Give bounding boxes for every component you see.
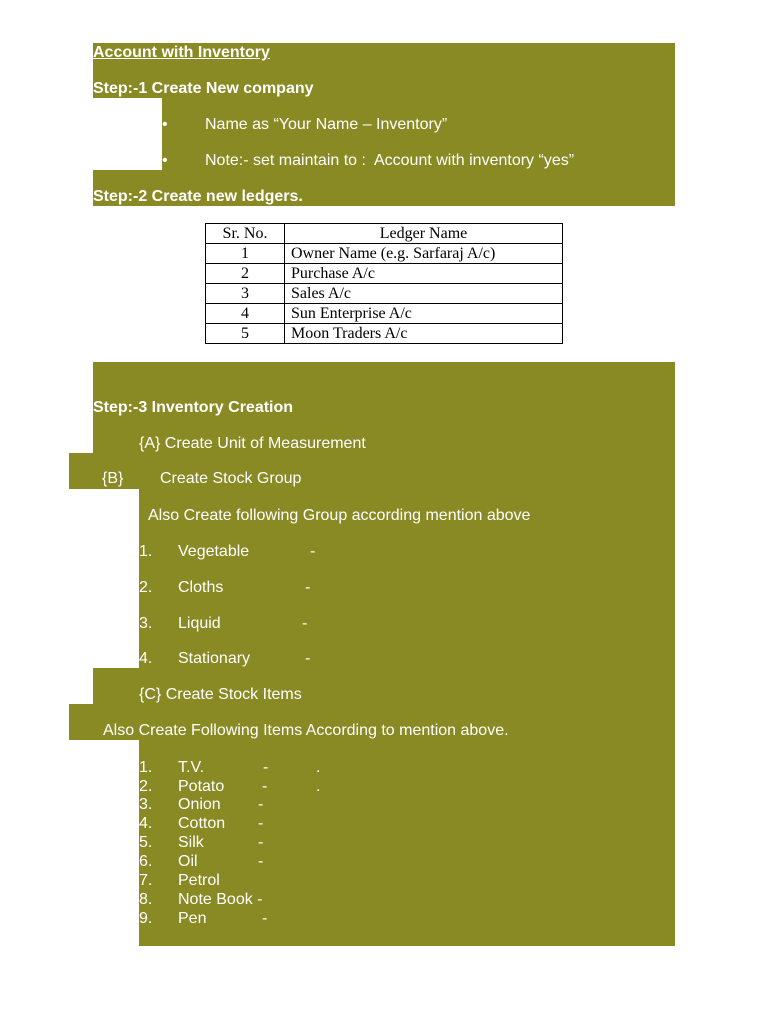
group-dash: - bbox=[305, 579, 311, 596]
item-number: 1. bbox=[139, 759, 153, 776]
table-row bbox=[206, 264, 563, 284]
table-cell: 2 bbox=[206, 264, 285, 284]
item-name: T.V. bbox=[178, 759, 205, 776]
item-name: Silk bbox=[178, 834, 204, 851]
table-cell: 5 bbox=[206, 324, 285, 344]
bullet-icon: • bbox=[162, 116, 168, 133]
item-name: Note Book - bbox=[178, 891, 263, 908]
substep-b-text: Create Stock Group bbox=[160, 470, 302, 487]
group-number: 4. bbox=[139, 650, 153, 667]
group-dash: - bbox=[302, 615, 308, 632]
item-dash: - bbox=[263, 759, 269, 776]
bullet-text: Name as “Your Name – Inventory” bbox=[205, 116, 448, 133]
item-dash: - bbox=[258, 834, 264, 851]
item-number: 2. bbox=[139, 778, 153, 795]
bullet-text: Note:- set maintain to : Account with inventory “yes” bbox=[205, 152, 575, 169]
group-number: 3. bbox=[139, 615, 153, 632]
group-dash: - bbox=[305, 650, 311, 667]
item-name: Oil bbox=[178, 853, 198, 870]
substep-b-label: {B} bbox=[102, 470, 124, 487]
item-dash: - bbox=[262, 778, 268, 795]
item-number: 9. bbox=[139, 910, 153, 927]
item-number: 8. bbox=[139, 891, 153, 908]
table-cell: 1 bbox=[206, 244, 285, 264]
document-title: Account with Inventory bbox=[93, 44, 270, 61]
item-dash: - bbox=[258, 853, 264, 870]
table-row bbox=[206, 324, 563, 344]
table-row bbox=[206, 304, 563, 324]
group-dash: - bbox=[310, 543, 316, 560]
item-number: 4. bbox=[139, 815, 153, 832]
substep-a: {A} Create Unit of Measurement bbox=[139, 435, 366, 452]
highlight-block bbox=[139, 740, 675, 946]
table-row bbox=[206, 284, 563, 304]
item-number: 3. bbox=[139, 796, 153, 813]
item-extra: . bbox=[316, 759, 321, 776]
table-header-row bbox=[206, 224, 563, 244]
item-dash: - bbox=[258, 815, 264, 832]
item-extra: . bbox=[316, 778, 321, 795]
ledger-table bbox=[205, 223, 563, 344]
group-name: Vegetable bbox=[178, 543, 250, 560]
item-name: Petrol bbox=[178, 872, 220, 889]
group-name: Liquid bbox=[178, 615, 221, 632]
group-intro: Also Create following Group according mention above bbox=[148, 507, 531, 524]
table-cell: 4 bbox=[206, 304, 285, 324]
item-name: Pen bbox=[178, 910, 207, 927]
group-number: 2. bbox=[139, 579, 153, 596]
table-cell: Purchase A/c bbox=[285, 264, 563, 284]
item-name: Onion bbox=[178, 796, 221, 813]
column-header: Sr. No. bbox=[206, 224, 285, 244]
bullet-icon: • bbox=[162, 152, 168, 169]
table-cell: Sales A/c bbox=[285, 284, 563, 304]
group-number: 1. bbox=[139, 543, 153, 560]
group-name: Cloths bbox=[178, 579, 224, 596]
item-dash: - bbox=[262, 910, 268, 927]
item-name: Potato bbox=[178, 778, 225, 795]
item-number: 7. bbox=[139, 872, 153, 889]
item-name: Cotton bbox=[178, 815, 226, 832]
step3-heading: Step:-3 Inventory Creation bbox=[93, 399, 294, 416]
table-cell: Moon Traders A/c bbox=[285, 324, 563, 344]
item-number: 6. bbox=[139, 853, 153, 870]
table-cell: Owner Name (e.g. Sarfaraj A/c) bbox=[285, 244, 563, 264]
item-dash: - bbox=[258, 796, 264, 813]
table-cell: Sun Enterprise A/c bbox=[285, 304, 563, 324]
group-name: Stationary bbox=[178, 650, 251, 667]
table-cell: 3 bbox=[206, 284, 285, 304]
column-header: Ledger Name bbox=[285, 224, 563, 244]
table-row bbox=[206, 244, 563, 264]
items-intro: Also Create Following Items According to mention above. bbox=[103, 722, 509, 739]
item-number: 5. bbox=[139, 834, 153, 851]
step2-heading: Step:-2 Create new ledgers. bbox=[93, 188, 303, 205]
step1-heading: Step:-1 Create New company bbox=[93, 80, 314, 97]
substep-c: {C} Create Stock Items bbox=[139, 686, 302, 703]
